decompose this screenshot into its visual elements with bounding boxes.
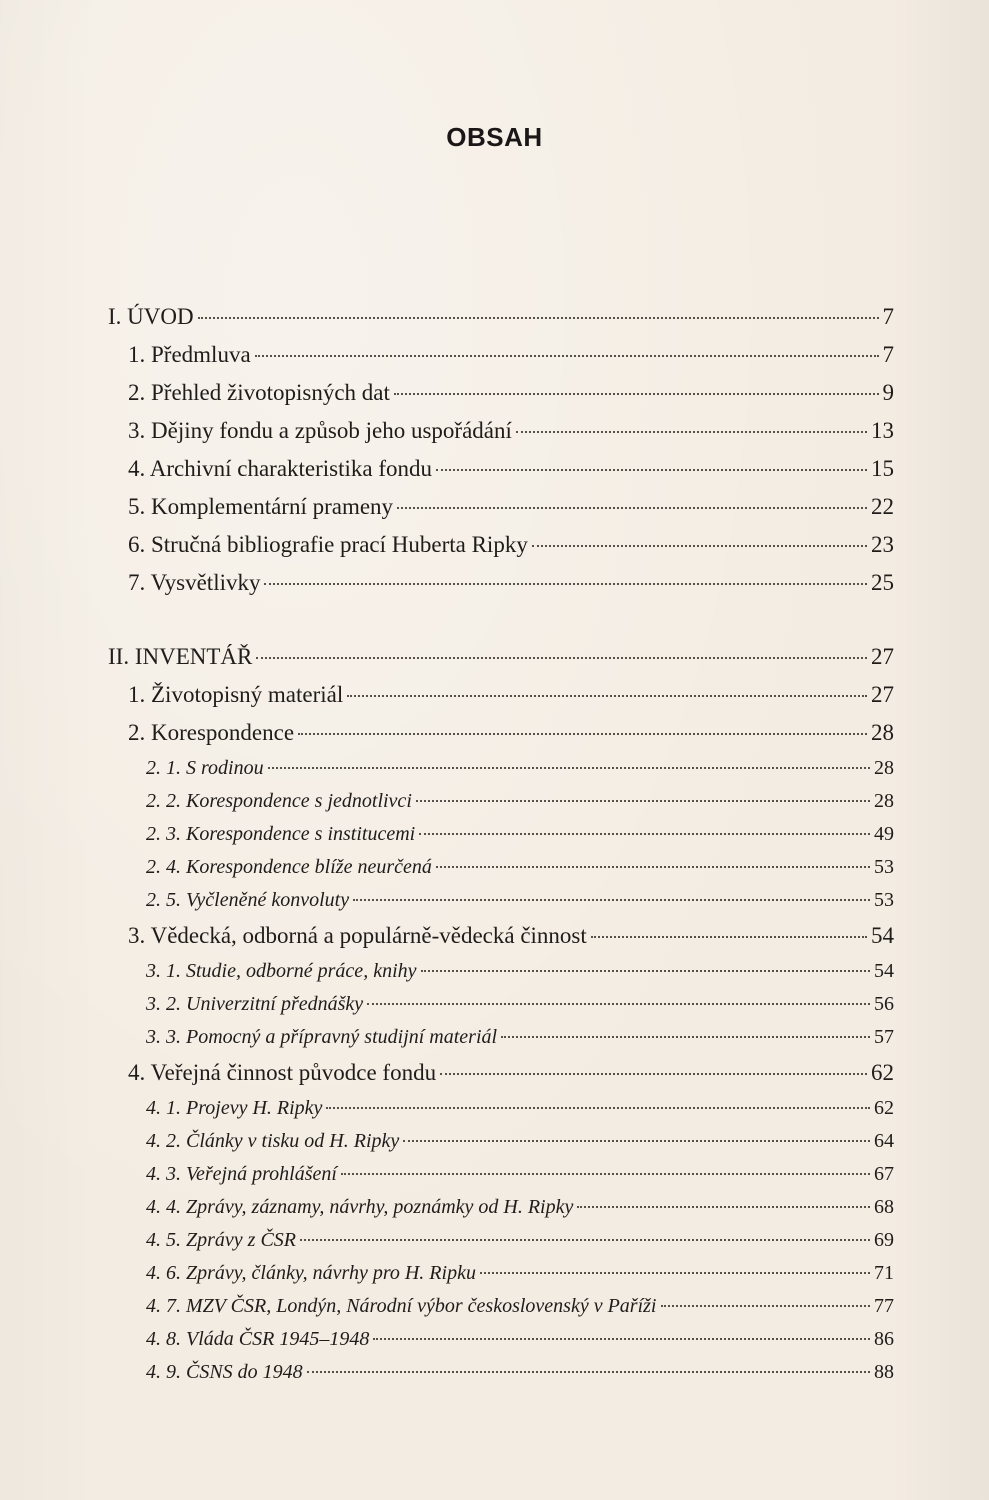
toc-entry — [108, 1191, 894, 1224]
toc-entry — [108, 450, 894, 488]
toc-entry — [108, 955, 894, 988]
toc-entry-page-number: 7 — [882, 304, 894, 329]
toc-entry — [108, 1257, 894, 1290]
toc-entry-label: 1. Životopisný materiál — [128, 682, 344, 707]
toc-entry-label: 4. 1. Projevy H. Ripky — [146, 1097, 323, 1119]
toc-entry-page-number: 28 — [871, 720, 894, 745]
dot-leader — [256, 657, 867, 659]
dot-leader — [403, 1140, 870, 1142]
toc-entry — [108, 917, 894, 955]
toc-entry-label: 6. Stručná bibliografie prací Huberta Ripky — [128, 532, 528, 557]
toc-entry — [108, 1054, 894, 1092]
dot-leader — [198, 317, 879, 319]
dot-leader — [347, 695, 867, 697]
dot-leader — [300, 1239, 870, 1241]
toc-entry-page-number: 13 — [871, 418, 894, 443]
dot-leader — [373, 1338, 870, 1340]
toc-entry — [108, 851, 894, 884]
toc-entry-label: 3. Dějiny fondu a způsob jeho uspořádání — [128, 418, 512, 443]
toc-entry-label: I. ÚVOD — [108, 304, 194, 329]
toc-entry — [108, 1125, 894, 1158]
toc-entry-page-number: 27 — [871, 644, 894, 669]
dot-leader — [501, 1036, 870, 1038]
dot-leader — [367, 1003, 870, 1005]
toc-entry-page-number: 77 — [874, 1295, 894, 1317]
toc-entry-page-number: 71 — [874, 1262, 894, 1284]
toc-entry-label: 4. 4. Zprávy, záznamy, návrhy, poznámky od H. Ripky — [146, 1196, 574, 1218]
toc-entry — [108, 412, 894, 450]
toc-entry-label: 2. Korespondence — [128, 720, 295, 745]
toc-entry-page-number: 7 — [882, 342, 894, 367]
toc-entry-page-number: 88 — [874, 1361, 894, 1383]
toc-entry — [108, 1092, 894, 1125]
toc-entry — [108, 488, 894, 526]
toc-entry — [108, 752, 894, 785]
toc-entry-page-number: 64 — [874, 1130, 894, 1152]
toc-entry — [108, 1290, 894, 1323]
toc-entry-label: 4. 6. Zprávy, články, návrhy pro H. Ripku — [146, 1262, 476, 1284]
dot-leader — [436, 866, 870, 868]
toc-entry — [108, 1021, 894, 1054]
toc-entry-label: 1. Předmluva — [128, 342, 251, 367]
toc-entry — [108, 988, 894, 1021]
toc-entry-label: 3. Vědecká, odborná a populárně-vědecká činnost — [128, 923, 587, 948]
dot-leader — [326, 1107, 870, 1109]
dot-leader — [307, 1371, 870, 1373]
toc-entry — [108, 714, 894, 752]
toc-entry-page-number: 53 — [874, 856, 894, 878]
toc-entry-page-number: 57 — [874, 1026, 894, 1048]
toc-entry — [108, 884, 894, 917]
toc-entry — [108, 676, 894, 714]
toc-entry-label: 2. 3. Korespondence s institucemi — [146, 823, 416, 845]
toc-entry-page-number: 62 — [871, 1060, 894, 1085]
toc-entry — [108, 564, 894, 602]
toc-entry — [108, 785, 894, 818]
dot-leader — [298, 733, 867, 735]
toc-entry-page-number: 62 — [874, 1097, 894, 1119]
toc-entry-page-number: 22 — [871, 494, 894, 519]
toc-entry-page-number: 15 — [871, 456, 894, 481]
dot-leader — [268, 767, 870, 769]
toc-entry-label: II. INVENTÁŘ — [108, 644, 253, 669]
section-gap — [108, 602, 894, 638]
page-title: OBSAH — [446, 122, 543, 152]
dot-leader — [419, 833, 870, 835]
dot-leader — [264, 583, 867, 585]
toc-entry-label: 4. Archivní charakteristika fondu — [128, 456, 433, 481]
toc-entry-page-number: 25 — [871, 570, 894, 595]
toc-entry-page-number: 67 — [874, 1163, 894, 1185]
toc-entry-label: 4. 8. Vláda ČSR 1945–1948 — [146, 1328, 370, 1350]
dot-leader — [661, 1305, 871, 1307]
dot-leader — [397, 507, 867, 509]
toc-entry-page-number: 68 — [874, 1196, 894, 1218]
toc-entry-label: 4. 9. ČSNS do 1948 — [146, 1361, 303, 1383]
toc-entry — [108, 526, 894, 564]
dot-leader — [394, 393, 879, 395]
toc-entry-page-number: 27 — [871, 682, 894, 707]
table-of-contents — [108, 298, 894, 1389]
dot-leader — [255, 355, 879, 357]
toc-entry-page-number: 86 — [874, 1328, 894, 1350]
toc-entry — [108, 1158, 894, 1191]
toc-entry-page-number: 9 — [882, 380, 894, 405]
toc-entry-label: 4. 3. Veřejná prohlášení — [146, 1163, 337, 1185]
toc-entry-label: 2. 2. Korespondence s jednotlivci — [146, 790, 412, 812]
toc-entry — [108, 336, 894, 374]
toc-entry-page-number: 23 — [871, 532, 894, 557]
toc-entry-label: 3. 3. Pomocný a přípravný studijní materiál — [146, 1026, 498, 1048]
dot-leader — [436, 469, 867, 471]
dot-leader — [440, 1073, 867, 1075]
toc-entry-label: 2. 1. S rodinou — [146, 757, 264, 779]
toc-entry — [108, 1323, 894, 1356]
toc-entry — [108, 818, 894, 851]
dot-leader — [480, 1272, 870, 1274]
toc-entry-page-number: 56 — [874, 993, 894, 1015]
dot-leader — [532, 545, 867, 547]
toc-entry-page-number: 28 — [874, 790, 894, 812]
toc-entry — [108, 638, 894, 676]
toc-entry-label: 4. 5. Zprávy z ČSR — [146, 1229, 296, 1251]
toc-entry — [108, 1224, 894, 1257]
dot-leader — [353, 899, 870, 901]
dot-leader — [516, 431, 867, 433]
toc-entry-page-number: 28 — [874, 757, 894, 779]
toc-entry-label: 2. 4. Korespondence blíže neurčená — [146, 856, 432, 878]
dot-leader — [591, 936, 867, 938]
toc-entry — [108, 1356, 894, 1389]
toc-entry-label: 4. Veřejná činnost původce fondu — [128, 1060, 437, 1085]
toc-entry-page-number: 69 — [874, 1229, 894, 1251]
toc-entry-page-number: 53 — [874, 889, 894, 911]
dot-leader — [341, 1173, 870, 1175]
toc-entry-label: 4. 2. Články v tisku od H. Ripky — [146, 1130, 400, 1152]
toc-entry-label: 5. Komplementární prameny — [128, 494, 394, 519]
toc-entry — [108, 298, 894, 336]
dot-leader — [416, 800, 870, 802]
toc-entry — [108, 374, 894, 412]
dot-leader — [577, 1206, 870, 1208]
toc-entry-label: 2. 5. Vyčleněné konvoluty — [146, 889, 350, 911]
toc-entry-page-number: 49 — [874, 823, 894, 845]
toc-entry-page-number: 54 — [874, 960, 894, 982]
toc-entry-page-number: 54 — [871, 923, 894, 948]
toc-entry-label: 3. 1. Studie, odborné práce, knihy — [146, 960, 417, 982]
toc-entry-label: 4. 7. MZV ČSR, Londýn, Národní výbor československý v Paříži — [146, 1295, 657, 1317]
toc-entry-label: 3. 2. Univerzitní přednášky — [146, 993, 364, 1015]
dot-leader — [421, 970, 871, 972]
toc-entry-label: 7. Vysvětlivky — [128, 570, 261, 595]
toc-entry-label: 2. Přehled životopisných dat — [128, 380, 390, 405]
